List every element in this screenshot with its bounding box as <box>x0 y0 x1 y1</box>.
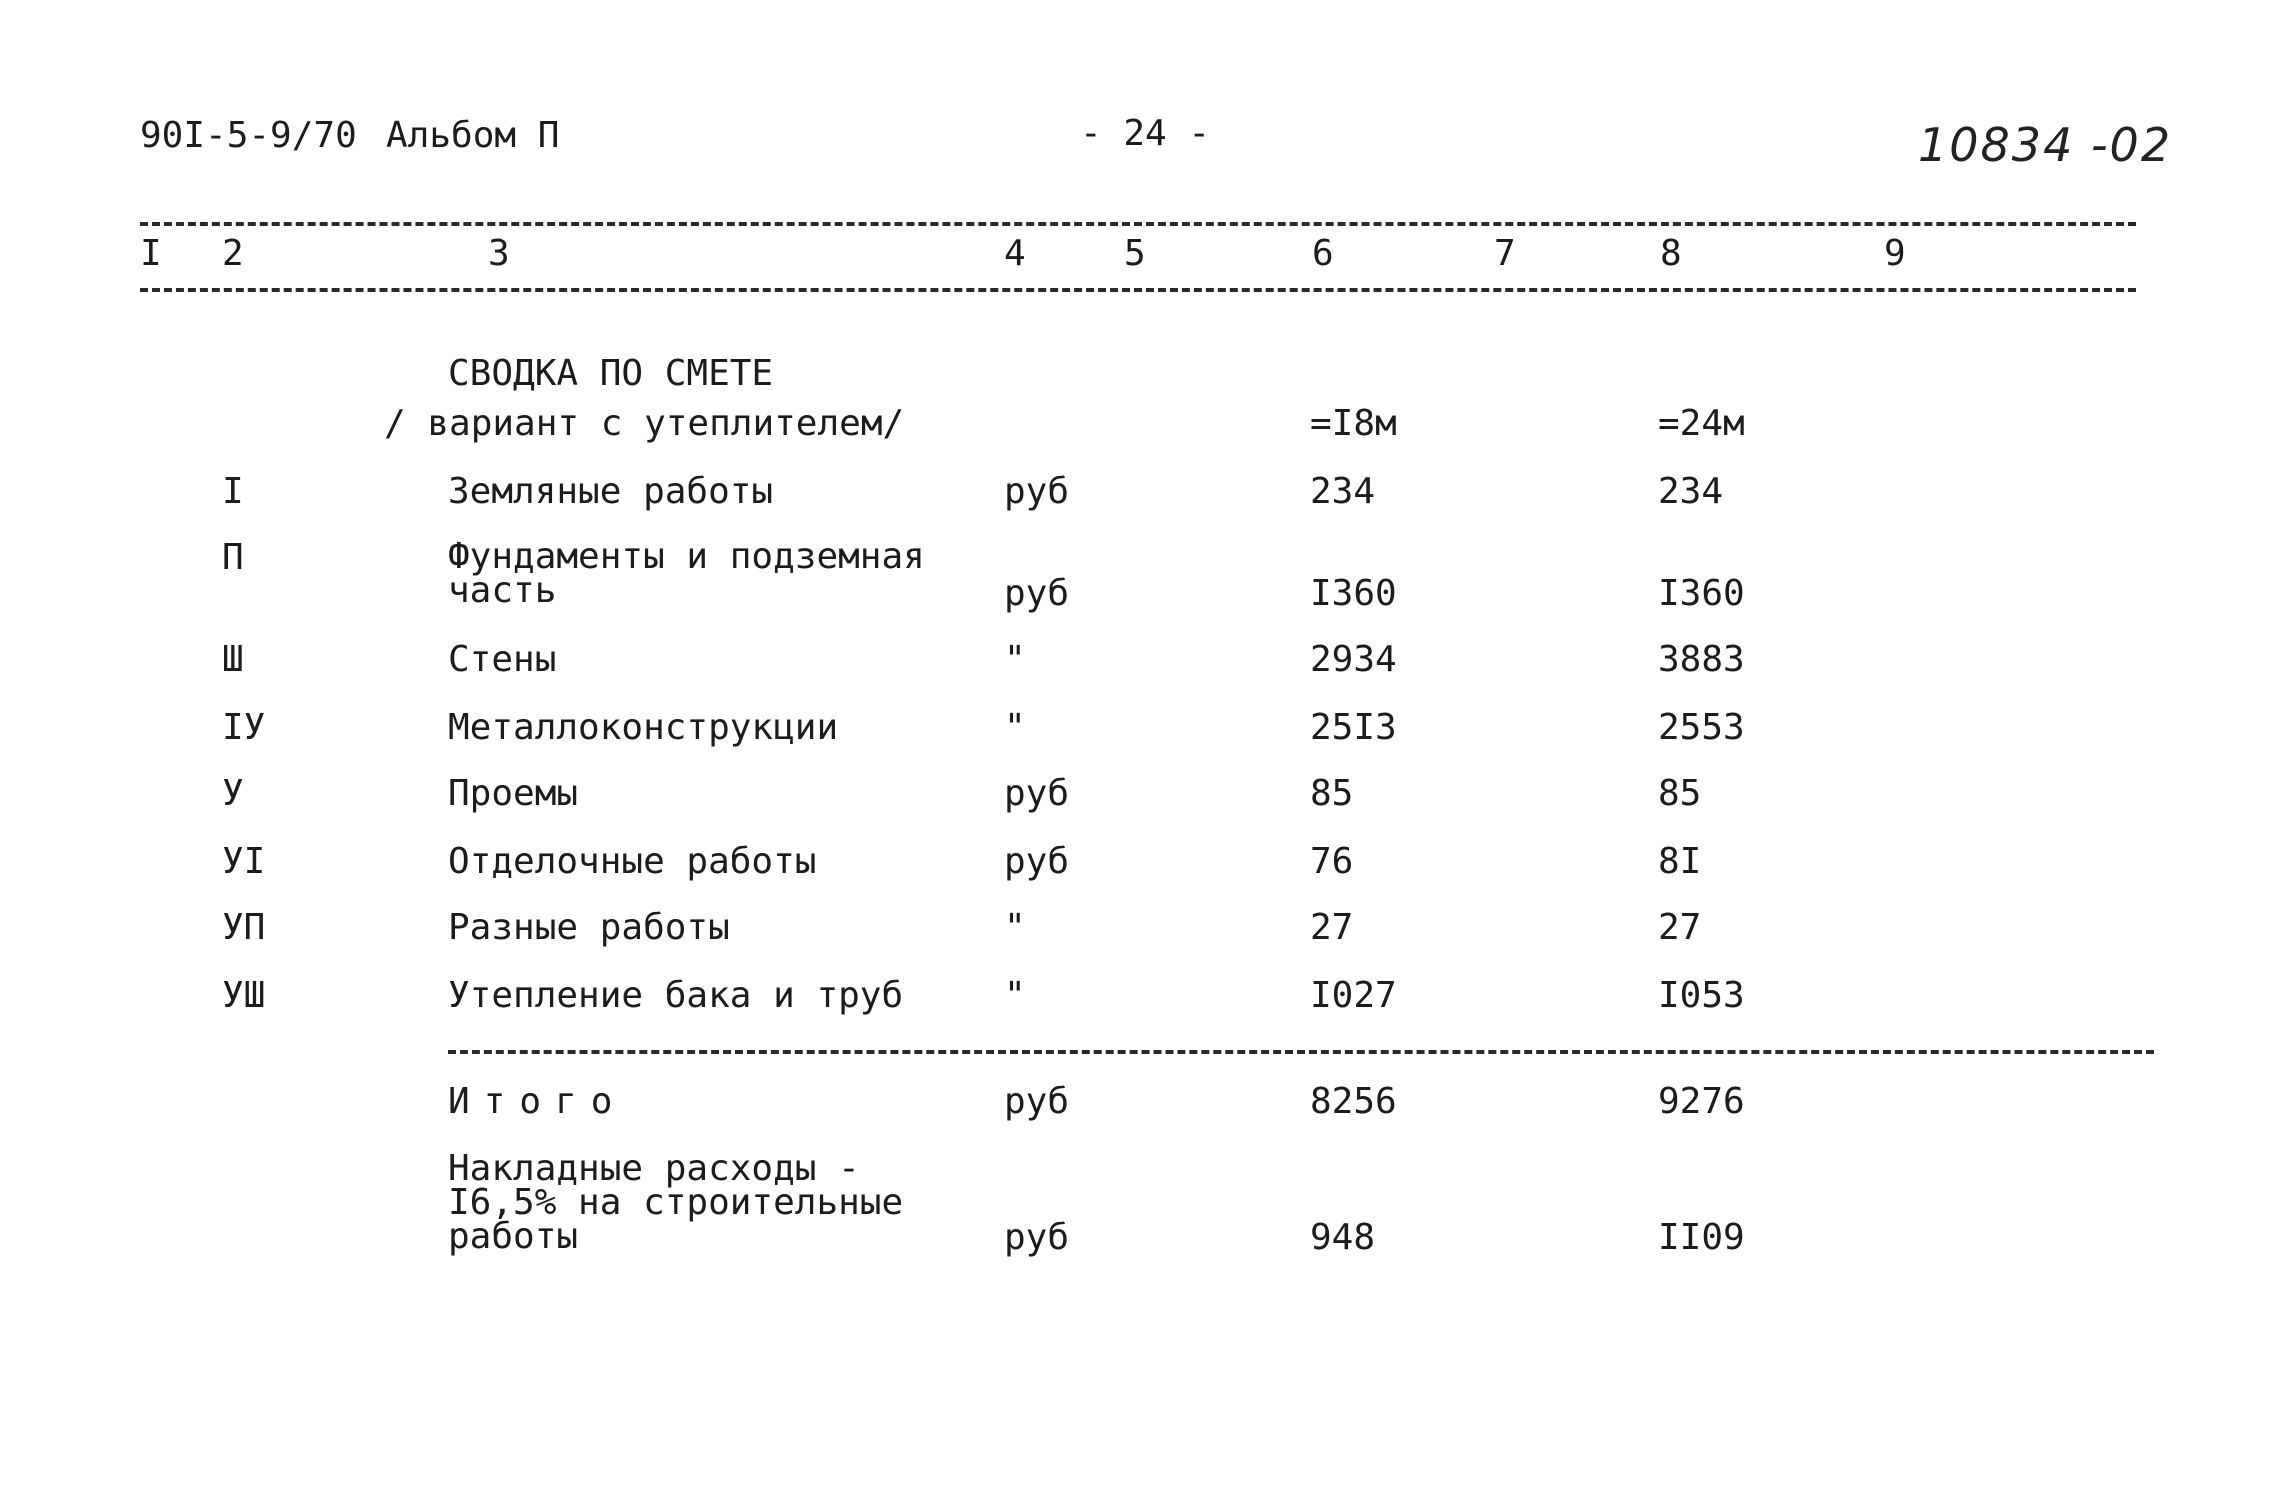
column-number-4: 4 <box>1004 233 1026 274</box>
row-value-18m: 2934 <box>1310 639 1397 680</box>
row-number: Ш <box>222 639 244 680</box>
row-unit: " <box>1004 639 1026 680</box>
row-value-24m: I053 <box>1658 975 1745 1016</box>
row-value-18m: 25I3 <box>1310 707 1397 748</box>
section-title: СВОДКА ПО СМЕТЕ <box>448 353 774 394</box>
column-number-3: 3 <box>488 233 510 274</box>
row-value-18m: I360 <box>1310 573 1397 614</box>
row-unit: руб <box>1004 471 1070 512</box>
row-value-18m: I027 <box>1310 975 1397 1016</box>
handwritten-number: 10834 -02 <box>1918 118 2173 172</box>
row-unit: руб <box>1004 841 1070 882</box>
row-number: I <box>222 471 244 512</box>
row-name: Утепление бака и труб <box>448 975 904 1016</box>
album-label: Альбом П <box>386 115 560 156</box>
row-number: IУ <box>222 707 266 748</box>
row-value-18m: 234 <box>1310 471 1376 512</box>
row-unit: " <box>1004 707 1026 748</box>
column-number-6: 6 <box>1312 233 1334 274</box>
row-number: П <box>222 537 244 578</box>
row-value-24m: 3883 <box>1658 639 1745 680</box>
row-unit: " <box>1004 975 1026 1016</box>
row-value-24m: 27 <box>1658 907 1702 948</box>
column-number-9: 9 <box>1884 233 1906 274</box>
document-code: 90I-5-9/70 <box>140 115 357 156</box>
row-value-18m: 27 <box>1310 907 1354 948</box>
column-number-1: I <box>140 233 162 274</box>
row-name: Стены <box>448 639 557 680</box>
column-number-8: 8 <box>1660 233 1682 274</box>
total-unit: руб <box>1004 1081 1070 1122</box>
overhead-value-18m: 948 <box>1310 1217 1376 1258</box>
row-value-18m: 85 <box>1310 773 1354 814</box>
section-subtitle: / вариант с утеплителем/ <box>384 403 905 444</box>
row-number: УП <box>222 907 266 948</box>
row-value-24m: 2553 <box>1658 707 1745 748</box>
row-unit: " <box>1004 907 1026 948</box>
row-name: Металлоконструкции <box>448 707 839 748</box>
row-number: УШ <box>222 975 266 1016</box>
total-value-18m: 8256 <box>1310 1081 1397 1122</box>
column-6-header: =I8м <box>1310 403 1397 444</box>
total-separator-rule <box>448 1050 2154 1054</box>
column-number-7: 7 <box>1494 233 1516 274</box>
column-number-2: 2 <box>222 233 244 274</box>
row-value-24m: 8I <box>1658 841 1702 882</box>
row-name: Проемы <box>448 773 579 814</box>
row-unit: руб <box>1004 573 1070 614</box>
column-8-header: =24м <box>1658 403 1745 444</box>
row-name: Земляные работы <box>448 471 774 512</box>
total-value-24m: 9276 <box>1658 1081 1745 1122</box>
row-unit: руб <box>1004 773 1070 814</box>
overhead-value-24m: II09 <box>1658 1217 1745 1258</box>
row-value-18m: 76 <box>1310 841 1354 882</box>
row-name: Фундаменты и подземная часть <box>448 536 925 611</box>
row-number: У <box>222 773 244 814</box>
header-bottom-rule <box>140 288 2136 292</box>
row-number: УI <box>222 841 266 882</box>
column-number-5: 5 <box>1124 233 1146 274</box>
row-value-24m: I360 <box>1658 573 1745 614</box>
row-value-24m: 234 <box>1658 471 1724 512</box>
row-name: Отделочные работы <box>448 841 817 882</box>
header-top-rule <box>140 222 2136 226</box>
row-value-24m: 85 <box>1658 773 1702 814</box>
page-number: - 24 - <box>1080 113 1211 154</box>
total-label: Итого <box>448 1081 627 1122</box>
overhead-unit: руб <box>1004 1217 1070 1258</box>
row-name: Разные работы <box>448 907 730 948</box>
overhead-label: Накладные расходы - I6,5% на строительные работы <box>448 1148 904 1257</box>
